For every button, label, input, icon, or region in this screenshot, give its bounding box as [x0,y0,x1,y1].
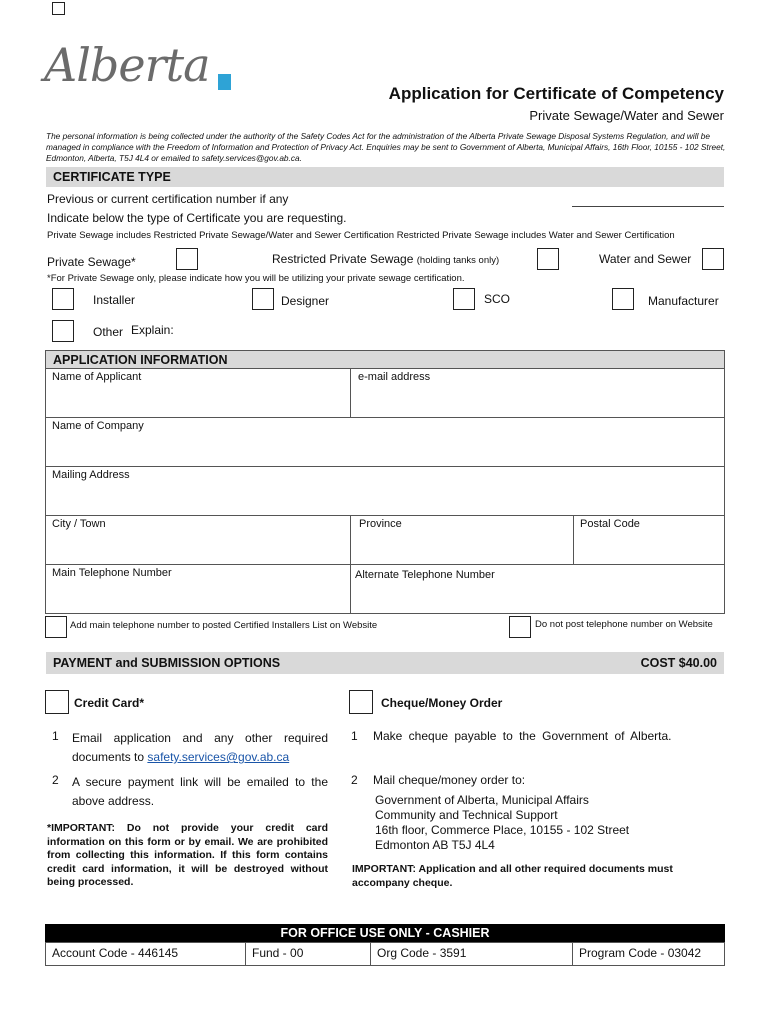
payment-heading [46,652,724,674]
credit-card-checkbox[interactable] [45,690,69,714]
logo-text: Alberta [44,38,210,92]
email-label: e-mail address [358,371,431,383]
no-phone-checkbox[interactable] [509,616,531,638]
application-info-heading [46,351,724,369]
page-title: Application for Certificate of Competency [388,84,724,103]
cheque-checkbox[interactable] [349,690,373,714]
certificate-type-heading-label: CERTIFICATE TYPE [53,170,171,184]
cc-email-link[interactable]: safety.services@gov.ab.ca [147,750,290,764]
indicate-label: Indicate below the type of Certificate you are requesting. [47,211,347,225]
credit-card-label: Credit Card* [74,696,145,710]
opt-restricted-label [272,252,499,266]
opt-water-sewer-label: Water and Sewer [599,252,692,266]
company-field[interactable] [45,417,725,467]
opt-private-sewage-checkbox[interactable] [176,248,198,270]
program-code-cell [572,942,725,966]
account-code-cell [45,942,246,966]
main-phone-label: Main Telephone Number [52,567,172,579]
alt-phone-label: Alternate Telephone Number [355,569,495,581]
city-label: City / Town [52,518,106,530]
company-label: Name of Company [52,420,144,432]
office-use-heading-label: FOR OFFICE USE ONLY - CASHIER [280,926,490,940]
payment-heading-label: PAYMENT and SUBMISSION OPTIONS [53,656,281,670]
cc-important-note: *IMPORTANT: Do not provide your credit card information on this form or by email. We are prohibited from collecting this information. If this form contains credit card information, it will be destroyed without being processed. [47,822,328,888]
province-label: Province [359,518,402,530]
ch-step1: Make cheque payable to the Government of Alberta. [373,729,672,743]
opt-water-sewer-checkbox[interactable] [702,248,724,270]
private-sewage-note: *For Private Sewage only, please indicate how you will be utilizing your private sewage certification. [47,273,465,284]
ch-step1-number: 1 [351,729,358,743]
name-of-applicant-label: Name of Applicant [52,371,142,383]
add-phone-label: Add main telephone number to posted Certified Installers List on Website [70,620,378,631]
cc-step1-text: Email application and any other required documents to [72,731,328,764]
cc-step1 [72,729,328,767]
logo-accent-square [218,74,231,90]
cert-note: Private Sewage includes Restricted Private Sewage/Water and Sewer Certification Restricted Private Sewage includes Water and Sewer Certification [47,230,675,241]
use-installer-label: Installer [93,293,136,307]
email-field[interactable] [350,368,725,418]
no-phone-label: Do not post telephone number on Website [535,619,713,630]
page-subtitle: Private Sewage/Water and Sewer [529,108,724,123]
fund-cell [245,942,371,966]
mailing-address-field[interactable] [45,466,725,516]
payment-cost: COST $40.00 [640,656,717,670]
main-phone-field[interactable] [45,564,351,614]
org-code: Org Code - 3591 [377,946,467,960]
opt-restricted-checkbox[interactable] [537,248,559,270]
name-of-applicant-field[interactable] [45,368,351,418]
use-designer-checkbox[interactable] [252,288,274,310]
province-field[interactable] [350,515,574,565]
alt-phone-field[interactable] [350,564,725,614]
privacy-notice: The personal information is being collected under the authority of the Safety Codes Act for the administration of the Alberta Private Sewage Disposal Systems Regulation, and will be managed in compliance with the Freedom of Information and Protection of Privacy Act. Enquiries may be sent to Government of Alberta, Municipal Affairs, 16th Floor, 10155 - 102 Street, Edmonton, Alberta, T5J 4L4 or emailed to safety.services@gov.ab.ca. [46,131,726,163]
program-code: Program Code - 03042 [579,946,702,960]
cc-step2: A secure payment link will be emailed to the above address. [72,775,328,808]
ch-step2-number: 2 [351,773,358,787]
application-info-heading-label: APPLICATION INFORMATION [53,353,228,367]
certificate-type-heading [46,167,724,187]
account-code: Account Code - 446145 [52,946,179,960]
previous-cert-label: Previous or current certification number if any [47,192,289,206]
org-code-cell [370,942,573,966]
opt-restricted-note: (holding tanks only) [416,255,500,266]
add-phone-checkbox[interactable] [45,616,67,638]
city-field[interactable] [45,515,351,565]
opt-private-sewage-label: Private Sewage* [47,255,136,269]
use-designer-label: Designer [281,294,330,308]
mail-address-line-3: 16th floor, Commerce Place, 10155 - 102 Street [375,823,630,837]
ch-step2: Mail cheque/money order to: [373,773,526,787]
office-use-heading [45,924,725,943]
mail-address-line-1: Government of Alberta, Municipal Affairs [375,793,589,807]
use-explain-label: Explain: [131,323,174,337]
mail-address-line-4: Edmonton AB T5J 4L4 [375,838,495,852]
use-other-checkbox[interactable] [52,320,74,342]
postal-code-field[interactable] [573,515,725,565]
use-sco-checkbox[interactable] [453,288,475,310]
previous-cert-field[interactable] [572,206,724,207]
fund-code: Fund - 00 [252,946,304,960]
postal-code-label: Postal Code [580,518,640,530]
use-installer-checkbox[interactable] [52,288,74,310]
cc-step1-number: 1 [52,729,59,743]
use-sco-label: SCO [484,292,511,306]
use-other-label: Other [93,325,124,339]
top-checkbox[interactable] [52,2,65,15]
ch-important-note: IMPORTANT: Application and all other required documents must accompany cheque. [352,863,673,889]
opt-restricted-text: Restricted Private Sewage [272,252,414,266]
mailing-address-label: Mailing Address [52,469,130,481]
cheque-label: Cheque/Money Order [381,696,503,710]
use-manufacturer-checkbox[interactable] [612,288,634,310]
mail-address-line-2: Community and Technical Support [375,808,558,822]
use-manufacturer-label: Manufacturer [648,294,719,308]
alberta-logo [42,38,242,104]
cc-step2-number: 2 [52,773,59,787]
